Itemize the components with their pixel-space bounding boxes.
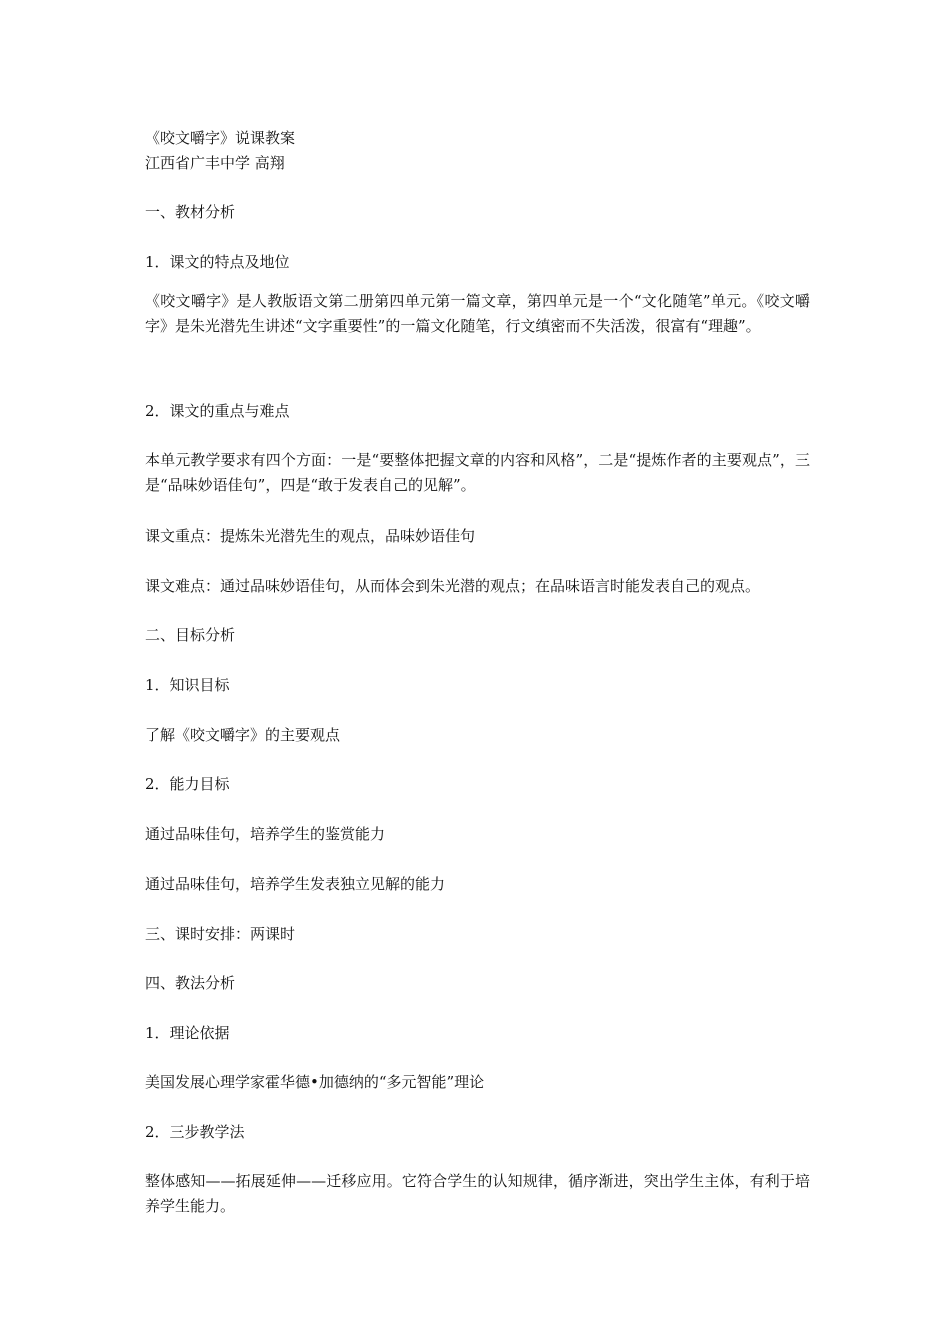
subsection-heading: 2．能力目标 bbox=[145, 775, 230, 793]
subsection-heading: 2．课文的重点与难点 bbox=[145, 402, 290, 420]
section-heading: 一、教材分析 bbox=[145, 203, 236, 221]
paragraph: 通过品味佳句，培养学生发表独立见解的能力 bbox=[145, 875, 446, 893]
paragraph: 了解《咬文嚼字》的主要观点 bbox=[145, 726, 341, 744]
subsection-heading: 1．理论依据 bbox=[145, 1024, 230, 1042]
paragraph: 通过品味佳句，培养学生的鉴赏能力 bbox=[145, 825, 386, 843]
paragraph: 课文难点：通过品味妙语佳句，从而体会到朱光潜的观点；在品味语言时能发表自己的观点。 bbox=[145, 577, 761, 595]
paragraph: 整体感知——拓展延伸——迁移应用。它符合学生的认知规律，循序渐进，突出学生主体，有利于培养学生能力。 bbox=[145, 1172, 810, 1215]
paragraph: 课文重点：提炼朱光潜先生的观点，品味妙语佳句 bbox=[145, 527, 476, 545]
document-author: 江西省广丰中学 高翔 bbox=[145, 154, 285, 172]
subsection-heading: 2．三步教学法 bbox=[145, 1123, 245, 1141]
subsection-heading: 1．知识目标 bbox=[145, 676, 230, 694]
paragraph: 《咬文嚼字》是人教版语文第二册第四单元第一篇文章，第四单元是一个“文化随笔”单元。《咬文嚼字》是朱光潜先生讲述“文字重要性”的一篇文化随笔，行文缜密而不失活泼，很富有“理趣”。 bbox=[145, 292, 810, 335]
paragraph: 美国发展心理学家霍华德•加德纳的“多元智能”理论 bbox=[145, 1073, 485, 1091]
subsection-heading: 1．课文的特点及地位 bbox=[145, 253, 290, 271]
section-heading: 四、教法分析 bbox=[145, 974, 236, 992]
document-title: 《咬文嚼字》说课教案 bbox=[145, 129, 296, 147]
section-heading: 三、课时安排：两课时 bbox=[145, 925, 296, 943]
paragraph: 本单元教学要求有四个方面：一是“要整体把握文章的内容和风格”，二是“提炼作者的主要观点”，三是“品味妙语佳句”，四是“敢于发表自己的见解”。 bbox=[145, 451, 810, 494]
section-heading: 二、目标分析 bbox=[145, 626, 236, 644]
